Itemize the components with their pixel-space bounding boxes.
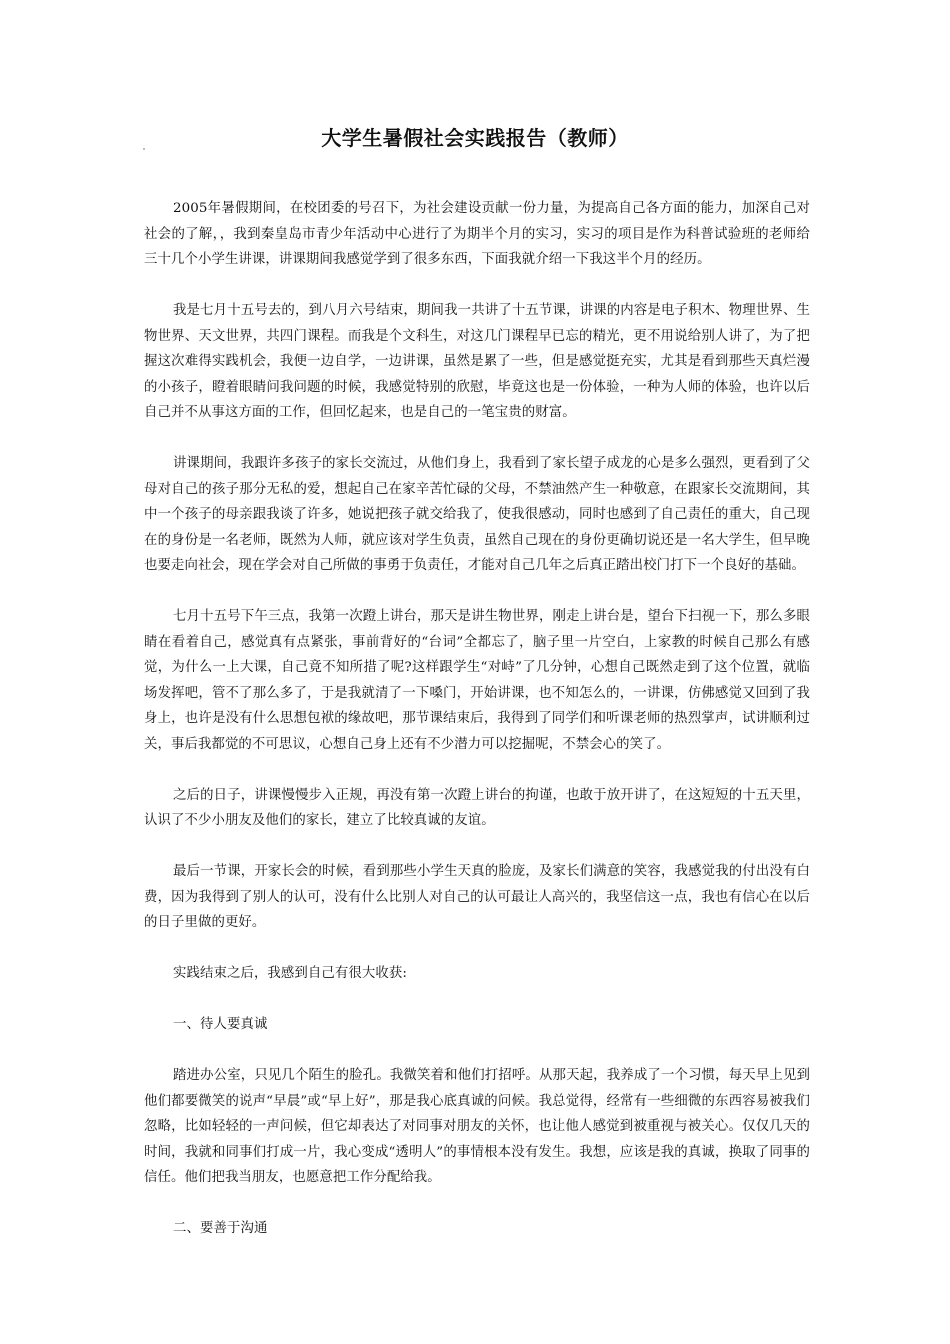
document-body — [144, 196, 810, 1267]
document-title: 大学生暑假社会实践报告（教师） — [321, 126, 629, 150]
paragraph-first-lecture: 七月十五号下午三点，我第一次蹬上讲台，那天是讲生物世界，刚走上讲台是，望台下扫视一下，那么多眼睛在看着自己，感觉真有点紧张，事前背好的“台词”全都忘了，脑子里一片空白，上家教的时候自己那么有感觉，为什么一上大课，自己竟不知所措了呢?这样跟学生“对峙”了几分钟，心想自己既然走到了这个位置，就临场发挥吧，管不了那么多了，于是我就清了一下嗓门，开始讲课，也不知怎么的，一讲课，仿佛感觉又回到了我身上，也许是没有什么思想包袱的缘故吧，那节课结束后，我得到了同学们和听课老师的热烈掌声，试讲顺利过关，事后我都觉的不可思议，心想自己身上还有不少潜力可以挖掘呢，不禁会心的笑了。 — [144, 609, 810, 752]
paragraph-gains-intro: 实践结束之后，我感到自己有很大收获: — [173, 966, 407, 981]
section-heading-communication: 二、要善于沟通 — [173, 1221, 268, 1236]
paragraph-later-days: 之后的日子，讲课慢慢步入正规，再没有第一次蹬上讲台的拘谨，也敢于放开讲了，在这短短的十五天里，认识了不少小朋友及他们的家长，建立了比较真诚的友谊。 — [144, 787, 810, 828]
section-heading-sincerity: 一、待人要真诚 — [173, 1017, 268, 1032]
paragraph-parents: 讲课期间，我跟许多孩子的家长交流过，从他们身上，我看到了家长望子成龙的心是多么强烈，更看到了父母对自己的孩子那分无私的爱，想起自己在家辛苦忙碌的父母，不禁油然产生一种敬意，在跟家长交流期间，其中一个孩子的母亲跟我谈了许多，她说把孩子就交给我了，使我很感动，同时也感到了自己责任的重大，自己现在的身份是一名老师，既然为人师，就应该对学生负责，虽然自己现在的身份更确切说还是一名大学生，但早晚也要走向社会，现在学会对自己所做的事勇于负责任，才能对自己几年之后真正踏出校门打下一个良好的基础。 — [144, 456, 810, 573]
paragraph-sincerity: 踏进办公室，只见几个陌生的脸孔。我微笑着和他们打招呼。从那天起，我养成了一个习惯，每天早上见到他们都要微笑的说声“早晨”或“早上好”，那是我心底真诚的问候。我总觉得，经常有一些细微的东西容易被我们忽略，比如轻轻的一声问候，但它却表达了对同事对朋友的关怀，也让他人感觉到被重视与被关心。仅仅几天的时间，我就和同事们打成一片，我心变成“透明人”的事情根本没有发生。我想，应该是我的真诚，换取了同事的信任。他们把我当朋友，也愿意把工作分配给我。 — [144, 1068, 810, 1185]
paragraph-teaching-period: 我是七月十五号去的，到八月六号结束，期间我一共讲了十五节课，讲课的内容是电子积木、物理世界、生物世界、天文世界，共四门课程。而我是个文科生，对这几门课程早已忘的精光，更不用说给别人讲了，为了把握这次难得实践机会，我便一边自学，一边讲课，虽然是累了一些，但是感觉挺充实，尤其是看到那些天真烂漫的小孩子，瞪着眼睛问我问题的时候，我感觉特别的欣慰，毕竟这也是一份体验，一种为人师的体验，也许以后自己并不从事这方面的工作，但回忆起来，也是自己的一笔宝贵的财富。 — [144, 303, 810, 420]
paragraph-last-class: 最后一节课，开家长会的时候，看到那些小学生天真的脸庞，及家长们满意的笑容，我感觉我的付出没有白费，因为我得到了别人的认可，没有什么比别人对自己的认可最让人高兴的，我坚信这一点，我也有信心在以后的日子里做的更好。 — [144, 864, 810, 930]
paragraph-intro: 2005年暑假期间，在校团委的号召下，为社会建设贡献一份力量，为提高自己各方面的能力，加深自己对社会的了解，，我到秦皇岛市青少年活动中心进行了为期半个月的实习，实习的项目是作为科普试验班的老师给三十几个小学生讲课，讲课期间我感觉学到了很多东西，下面我就介绍一下我这半个月的经历。 — [144, 201, 810, 267]
stray-mark — [143, 148, 145, 150]
